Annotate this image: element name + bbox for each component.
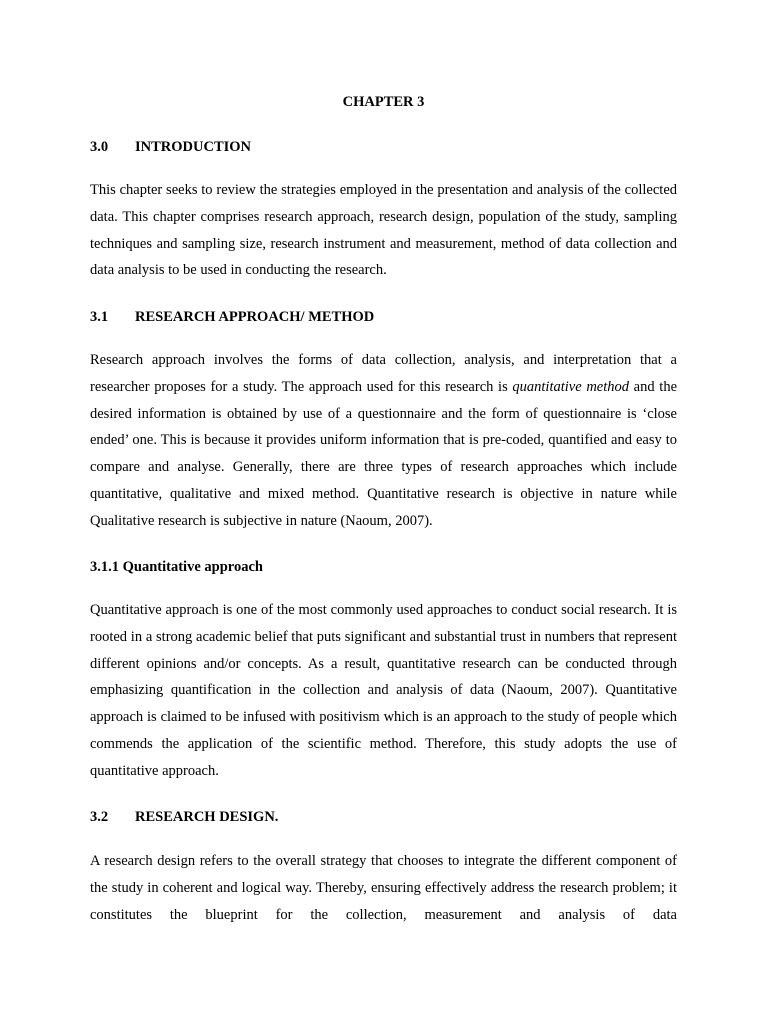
quantitative-approach-paragraph: Quantitative approach is one of the most commonly used approaches to conduct social research. It is rooted in a strong academic belief that puts significant and substantial trust in numbers that represent different opinions and/or concepts. As a result, quantitative research can be conducted through emphasizing quantification in the collection and analysis of data (Naoum, 2007). Quantitative approach is claimed to be infused with positivism which is an approach to the study of people which commends the application of the scientific method. Therefore, this study adopts the use of quantitative approach. [90,602,677,779]
introduction-paragraph: This chapter seeks to review the strategies employed in the presentation and analysis of the collected data. This chapter comprises research approach, research design, population of the study, sampling techniques and sampling size, research instrument and measurement, method of data collection and data analysis to be used in conducting the research. [90,182,677,279]
section-heading-introduction [90,138,251,156]
section-heading-research-design [90,808,278,826]
section-title: RESEARCH DESIGN. [135,809,279,825]
research-approach-paragraph [90,347,677,535]
subsection-title: 3.1.1 Quantitative approach [90,559,263,575]
section-number: 3.1 [90,309,109,325]
paragraph-text: and the desired information is obtained by use of a questionnaire and the form of questionnaire is ‘close ended’ one. This is because it provides uniform information that is pre-coded, quantified and easy to compare and analyse. Generally, there are three types of research approaches which include quantitative, qualitative and mixed method. Quantitative research is objective in nature while Qualitative research is subjective in nature (Naoum, 2007). [90,378,678,529]
section-title: INTRODUCTION [135,139,252,155]
section-number: 3.0 [90,139,109,155]
section-heading-research-approach [90,308,374,326]
paragraph-text: Research approach involves the forms of data collection, analysis, and interpretation that a researcher proposes for a study. The approach used for this research is [90,352,677,395]
emphasized-term: quantitative method [512,378,630,395]
subsection-heading-quantitative-approach [90,558,263,576]
section-title: RESEARCH APPROACH/ METHOD [135,309,375,325]
section-number: 3.2 [90,809,109,825]
research-design-paragraph: A research design refers to the overall strategy that chooses to integrate the different component of the study in coherent and logical way. Thereby, ensuring effectively address the research problem; it constitutes the blueprint for the collection, measurement and analysis of data [90,853,677,923]
chapter-title: CHAPTER 3 [342,94,425,110]
